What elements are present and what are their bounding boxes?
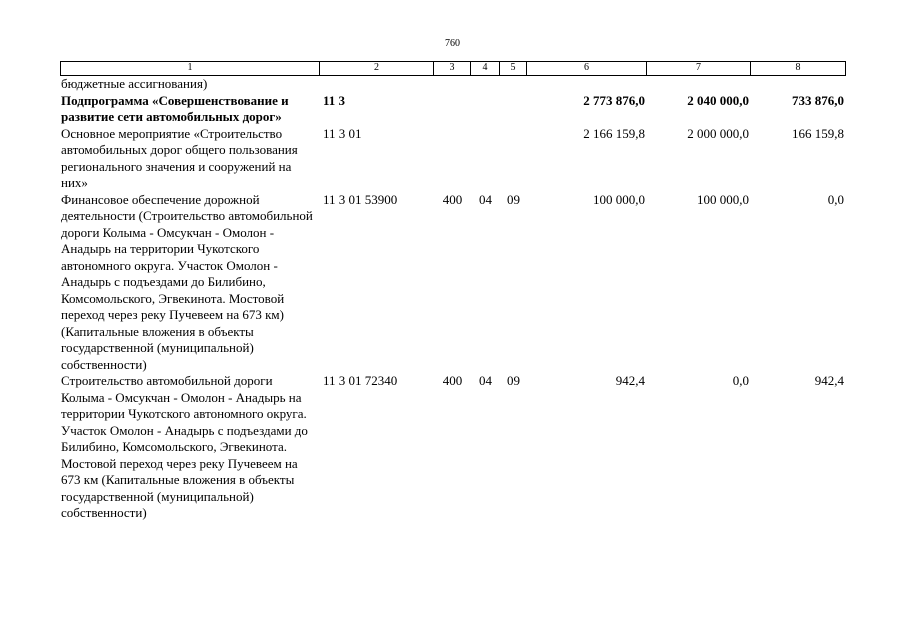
row-col8: 733 876,0 bbox=[792, 92, 844, 108]
row-pr bbox=[500, 126, 527, 192]
row-code: 11 3 01 72340 bbox=[323, 373, 398, 388]
row-name: Подпрограмма «Совершенствование и развитие сети автомобильных дорог» bbox=[61, 92, 289, 124]
row-total: 2 166 159,8 bbox=[583, 125, 645, 141]
row-total: 942,4 bbox=[615, 373, 645, 388]
row-rz: 04 bbox=[479, 373, 492, 388]
row-rz: 04 bbox=[479, 191, 492, 207]
row-pr bbox=[500, 76, 527, 93]
header-col-3: 3 bbox=[434, 61, 471, 76]
row-col8 bbox=[751, 76, 846, 93]
table-row bbox=[60, 373, 846, 522]
row-total: 2 773 876,0 bbox=[583, 92, 645, 108]
row-name: бюджетные ассигнования) bbox=[61, 76, 208, 91]
row-name: Строительство автомобильной дороги Колыма - Омсукчан - Омолон - Анадырь на территории Чукотского автономного округа. Участок Омолон - Анадырь с подъездами до Билибино, Комсомольского, Эгвекинота. Мостовой переход через реку Пучевеем на 673 км (Капитальные вложения в объекты государственной (муниципальной) собственности) bbox=[61, 373, 308, 520]
header-col-7: 7 bbox=[647, 61, 751, 76]
header-col-1: 1 bbox=[60, 61, 320, 76]
row-pr bbox=[500, 93, 527, 126]
row-code: 11 3 bbox=[323, 92, 346, 108]
header-col-8: 8 bbox=[751, 61, 846, 76]
row-name: Финансовое обеспечение дорожной деятельности (Строительство автомобильной дороги Колыма - Омсукчан - Омолон - Анадырь на территории Чукотского автономного округа. Участок Омолон - Анадырь с подъездами до Билибино, Комсомольского, Эгвекинота. Мостовой переход через реку Пучевеем на 673 км) (Капитальные вложения в объекты государственной (муниципальной) собственности) bbox=[61, 191, 313, 372]
budget-table bbox=[60, 61, 846, 522]
row-total bbox=[527, 76, 647, 93]
row-col8: 0,0 bbox=[827, 191, 844, 207]
row-col8: 942,4 bbox=[814, 373, 844, 388]
table-row bbox=[60, 126, 846, 192]
row-vr: 400 bbox=[442, 373, 463, 388]
row-rz bbox=[471, 76, 500, 93]
header-col-2: 2 bbox=[320, 61, 434, 76]
row-col7: 2 040 000,0 bbox=[687, 92, 749, 108]
row-col7 bbox=[647, 76, 751, 93]
row-col7: 100 000,0 bbox=[697, 191, 749, 207]
header-col-5: 5 bbox=[500, 61, 527, 76]
table-row bbox=[60, 76, 846, 93]
table-row bbox=[60, 93, 846, 126]
row-rz bbox=[471, 93, 500, 126]
row-code: 11 3 01 53900 bbox=[323, 191, 398, 207]
header-col-4: 4 bbox=[471, 61, 500, 76]
row-pr: 09 bbox=[507, 191, 520, 207]
page-number: 760 bbox=[445, 38, 460, 49]
row-col7: 0,0 bbox=[732, 373, 749, 388]
row-code: 11 3 01 bbox=[323, 125, 362, 141]
row-col8: 166 159,8 bbox=[792, 125, 844, 141]
row-rz bbox=[471, 126, 500, 192]
row-total: 100 000,0 bbox=[593, 191, 645, 207]
row-col7: 2 000 000,0 bbox=[687, 125, 749, 141]
table-header bbox=[60, 61, 846, 76]
table-row bbox=[60, 192, 846, 374]
header-col-6: 6 bbox=[527, 61, 647, 76]
row-pr: 09 bbox=[507, 373, 520, 388]
row-vr bbox=[434, 126, 471, 192]
row-vr bbox=[434, 76, 471, 93]
row-vr bbox=[434, 93, 471, 126]
row-name: Основное мероприятие «Строительство автомобильных дорог общего пользования регионального значения и сооружений на них» bbox=[61, 125, 298, 190]
row-code bbox=[320, 76, 434, 93]
row-vr: 400 bbox=[442, 191, 463, 207]
